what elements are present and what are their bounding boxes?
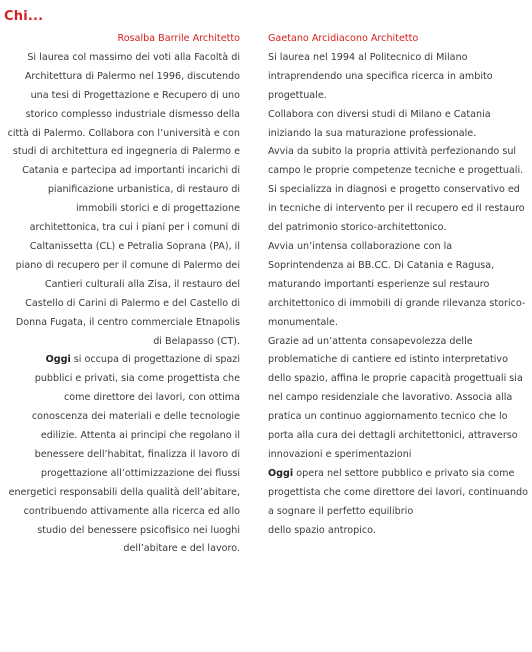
page-title: Chi... <box>4 9 44 24</box>
bio-text: si occupa di progettazione di spazi pubblici e privati, sia come progettista che come direttore dei lavori, con ottima conoscenza dei materiali e delle tecnologie edilizie. Attenta ai principi che regolano il benessere dell’habitat, finalizza il lavoro di progettazione all’ottimizzazione dei flussi energetici responsabili della qualità dell’abitare, contribuendo attivamente alla ricerca ed allo studio del benessere psicofisico nei luoghi dell’abitare e del lavoro. <box>8 354 240 555</box>
bold-keyword: Oggi <box>268 467 294 479</box>
bio-paragraph: Grazie ad un’attenta consapevolezza delle problematiche di cantiere ed istinto interpretativo dello spazio, affina le proprie capacità progettuali sia nel campo residenziale che lavorativo. Associa alla pratica un continuo aggiornamento tecnico che lo porta alla cura dei dettagli architettonici, attraverso innovazioni e sperimentazioni <box>268 335 523 460</box>
author-name: Rosalba Barrile Architetto <box>117 33 240 44</box>
bio-paragraph: Avvia da subito la propria attività perfezionando sul campo le proprie competenze tecniche e progettuali. <box>268 146 524 177</box>
bio-closing-line: dello spazio antropico. <box>268 524 376 536</box>
bio-text: Si laurea col massimo dei voti alla Facoltà di Architettura di Palermo nel 1996, discutendo una tesi di Progettazione e Recupero di uno storico complesso industriale dismesso della città di Palermo. Collabora con l’università e con studi di architettura ed ingegneria di Palermo e Catania e partecipa ad importanti incarichi di pianificazione urbanistica, di restauro di immobili storici e di progettazione architettonica, tra cui i piani per i comuni di Caltanissetta (CL) e Petralia Soprana (PA), il piano di recupero per il comune di Palermo dei Cantieri culturali alla Zisa, il restauro del Castello di Carini di Palermo e del Castello di Donna Fugata, il centro commerciale Etnapolis di Belapasso (CT). <box>7 51 240 347</box>
bio-paragraph: Si laurea nel 1994 al Politecnico di Milano intraprendendo una specifica ricerca in ambito progettuale. <box>268 51 493 101</box>
bio-paragraph <box>6 49 240 352</box>
bio-paragraph: Avvia un’intensa collaborazione con la Soprintendenza ai BB.CC. Di Catania e Ragusa, maturando importanti esperienze sul restauro architettonico di immobili di grande rilevanza storico-monumentale. <box>268 240 526 328</box>
bio-paragraph: Collabora con diversi studi di Milano e Catania iniziando la sua maturazione professionale. <box>268 108 491 139</box>
bio-gaetano-arcidiacono <box>268 30 530 540</box>
bio-rosalba-barrile <box>6 30 240 559</box>
bio-paragraph: Si specializza in diagnosi e progetto conservativo ed in tecniche di intervento per il recupero ed il restauro del patrimonio storico-architettonico. <box>268 184 525 234</box>
bold-keyword: Oggi <box>45 354 71 366</box>
bio-paragraph <box>6 351 240 559</box>
bio-text: opera nel settore pubblico e privato sia come progettista che come direttore dei lavori, continuando a sognare il perfetto equilibrio <box>268 467 529 517</box>
bio-paragraph <box>268 465 530 522</box>
author-name: Gaetano Arcidiacono Architetto <box>268 33 419 44</box>
